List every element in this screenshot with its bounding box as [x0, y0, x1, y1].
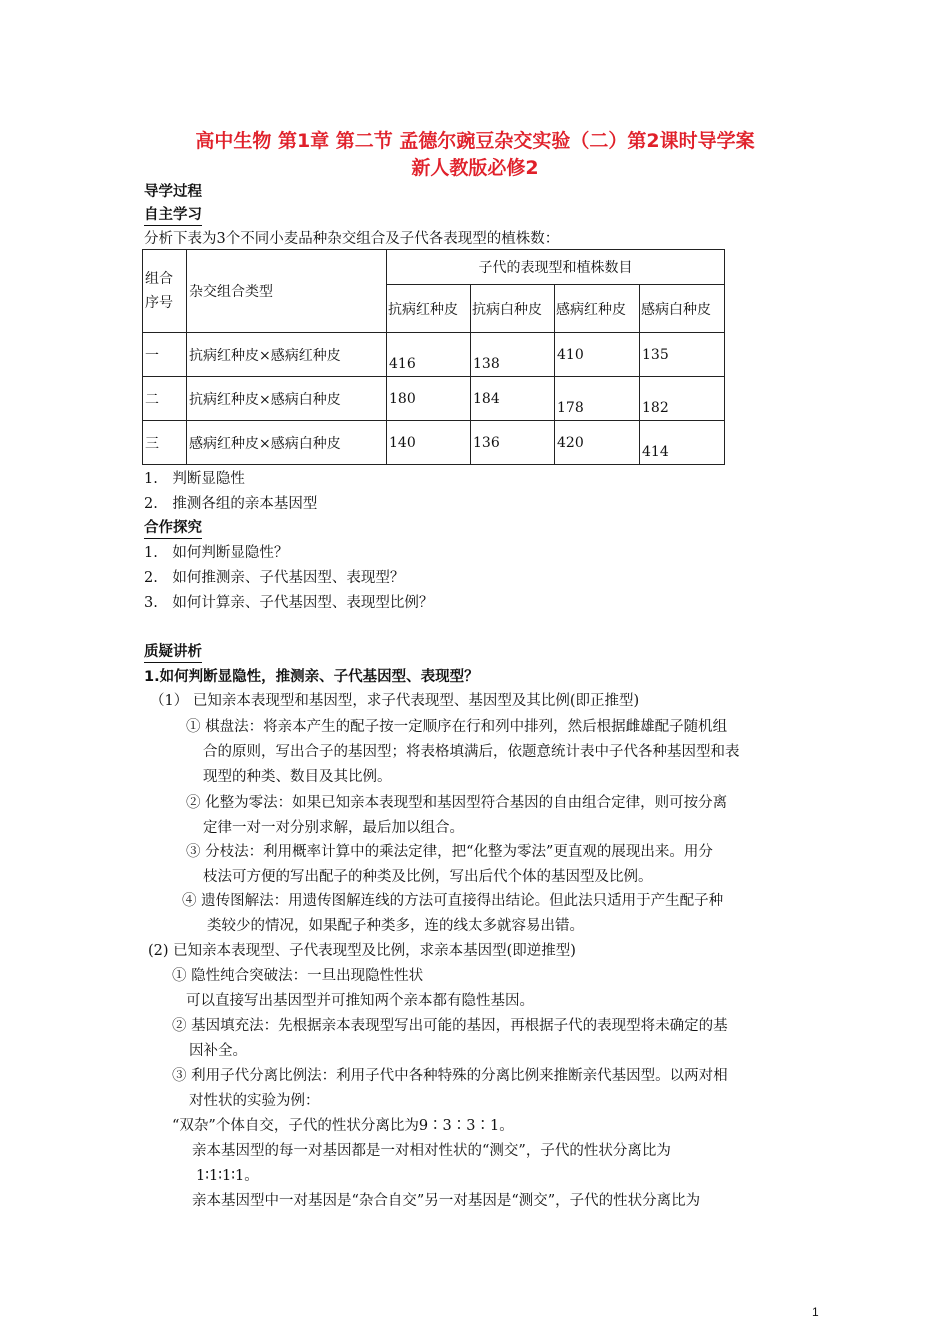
- method-text: ① 棋盘法：将亲本产生的配子按一定顺序在行和列中排列，然后根据雌雄配子随机组: [186, 719, 728, 735]
- sub-header: 抗病红种皮: [387, 285, 471, 333]
- page-subtitle: 新人教版必修2: [411, 157, 539, 179]
- row-index: 一: [143, 333, 187, 377]
- cell-value: 184: [471, 377, 555, 421]
- cell-value: 136: [471, 421, 555, 465]
- qa-question: 1.如何判断显隐性，推测亲、子代基因型、表现型？: [144, 669, 479, 685]
- ratio-text: 亲本基因型的每一对基因都是一对相对性状的“测交”，子代的性状分离比为: [192, 1143, 671, 1159]
- sub-header: 抗病白种皮: [471, 285, 555, 333]
- method-text: 因补全。: [189, 1043, 247, 1059]
- method-text: ② 基因填充法：先根据亲本表现型写出可能的基因，再根据子代的表现型将未确定的基: [172, 1018, 728, 1034]
- sub-header: 感病白种皮: [640, 285, 725, 333]
- cell-value: 182: [640, 377, 725, 421]
- method-text: ② 化整为零法：如果已知亲本表现型和基因型符合基因的自由组合定律，则可按分离: [186, 795, 728, 811]
- method-text: ① 隐性纯合突破法：一旦出现隐性性状: [172, 968, 424, 984]
- section-qa: 质疑讲析: [144, 640, 202, 663]
- method-text: 对性状的实验为例：: [189, 1093, 320, 1109]
- qa-paragraph: (2) 已知亲本表现型、子代表现型及比例，求亲本基因型(即逆推型): [148, 943, 576, 959]
- col-type-header: 杂交组合类型: [187, 250, 387, 333]
- method-text: 类较少的情况，如果配子种类多，连的线太多就容易出错。: [207, 918, 584, 934]
- list-item: 3. 如何计算亲、子代基因型、表现型比例？: [144, 595, 434, 611]
- section-self-study: 自主学习: [144, 203, 202, 226]
- ratio-text: “双杂”个体自交，子代的性状分离比为9∶3∶3∶1。: [172, 1118, 514, 1134]
- cross-table: [142, 249, 725, 465]
- qa-paragraph: （1） 已知亲本表现型和基因型，求子代表现型、基因型及其比例(即正推型): [150, 693, 640, 709]
- list-item: 1. 判断显隐性: [144, 471, 245, 487]
- list-item: 2. 如何推测亲、子代基因型、表现型？: [144, 570, 405, 586]
- col-index-header: 组合序号: [143, 250, 187, 333]
- page-number: 1: [812, 1305, 819, 1319]
- table-row: [143, 421, 725, 465]
- method-text: ④ 遗传图解法：用遗传图解连线的方法可直接得出结论。但此法只适用于产生配子种: [182, 893, 724, 909]
- method-text: 现型的种类、数目及其比例。: [203, 769, 392, 785]
- method-text: 定律一对一对分别求解，最后加以组合。: [203, 820, 464, 836]
- cell-value: 135: [640, 333, 725, 377]
- cell-value: 410: [555, 333, 640, 377]
- row-type: 抗病红种皮×感病红种皮: [187, 333, 387, 377]
- method-text: 合的原则，写出合子的基因型；将表格填满后，依题意统计表中子代各种基因型和表: [203, 744, 740, 760]
- table-row: [143, 377, 725, 421]
- row-index: 三: [143, 421, 187, 465]
- method-text: ③ 利用子代分离比例法：利用子代中各种特殊的分离比例来推断亲代基因型。以两对相: [172, 1068, 728, 1084]
- method-text: ③ 分枝法：利用概率计算中的乘法定律，把“化整为零法”更直观的展现出来。用分: [186, 844, 713, 860]
- section-cooperate: 合作探究: [144, 516, 202, 539]
- ratio-text: 亲本基因型中一对基因是“杂合自交”另一对基因是“测交”，子代的性状分离比为: [192, 1193, 701, 1209]
- list-item: 2. 推测各组的亲本基因型: [144, 496, 318, 512]
- cell-value: 178: [555, 377, 640, 421]
- table-intro: 分析下表为3个不同小麦品种杂交组合及子代各表现型的植株数：: [144, 231, 560, 247]
- cell-value: 180: [387, 377, 471, 421]
- list-item: 1. 如何判断显隐性？: [144, 545, 289, 561]
- group-header: 子代的表现型和植株数目: [387, 250, 725, 285]
- ratio-text: 1∶1∶1∶1。: [196, 1168, 259, 1184]
- cell-value: 140: [387, 421, 471, 465]
- method-text: 可以直接写出基因型并可推知两个亲本都有隐性基因。: [186, 993, 534, 1009]
- section-process: 导学过程: [144, 184, 202, 200]
- page-title: 高中生物 第1章 第二节 孟德尔豌豆杂交实验（二）第2课时导学案: [195, 130, 755, 152]
- sub-header: 感病红种皮: [555, 285, 640, 333]
- row-index: 二: [143, 377, 187, 421]
- cell-value: 416: [387, 333, 471, 377]
- row-type: 抗病红种皮×感病白种皮: [187, 377, 387, 421]
- cell-value: 420: [555, 421, 640, 465]
- cell-value: 414: [640, 421, 725, 465]
- method-text: 枝法可方便的写出配子的种类及比例，写出后代个体的基因型及比例。: [203, 869, 653, 885]
- cell-value: 138: [471, 333, 555, 377]
- table-row: [143, 333, 725, 377]
- row-type: 感病红种皮×感病白种皮: [187, 421, 387, 465]
